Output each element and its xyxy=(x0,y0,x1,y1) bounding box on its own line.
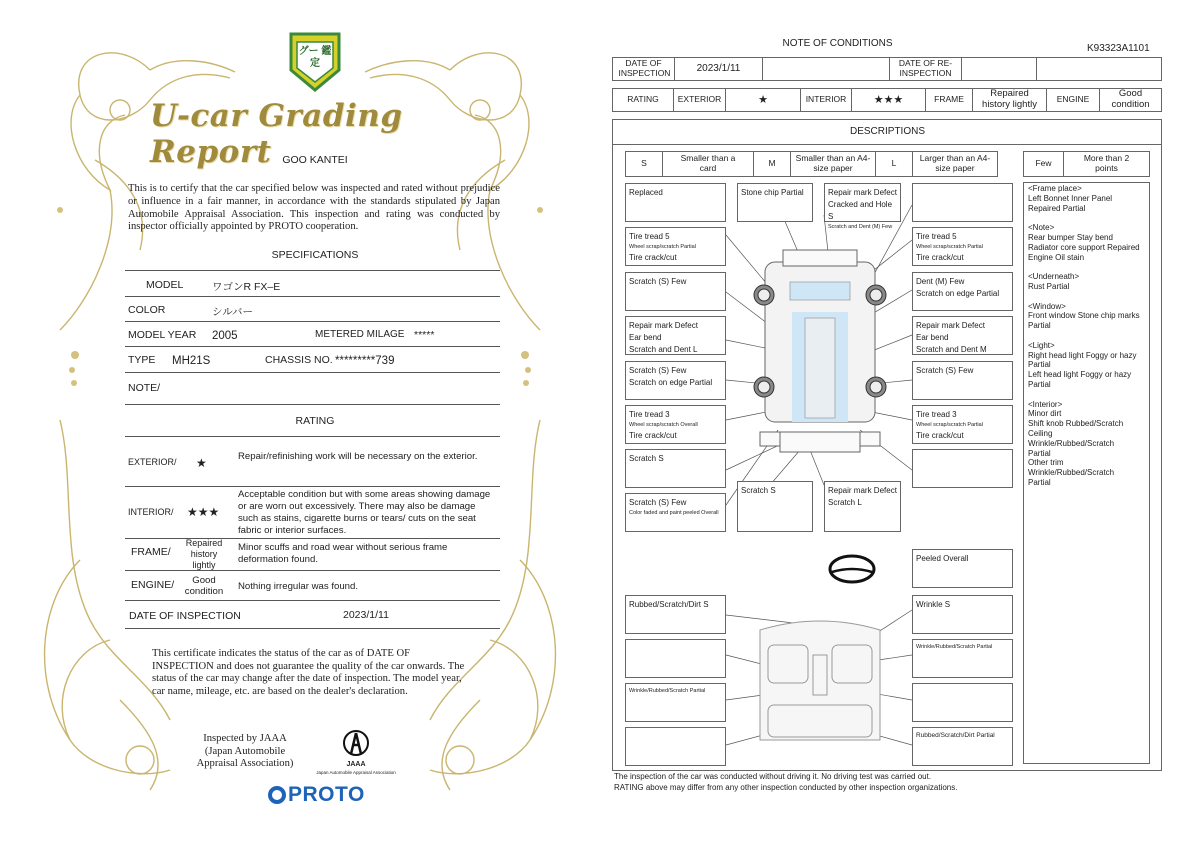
legend-s: S xyxy=(625,151,663,177)
note-line: Left head light Foggy or hazy xyxy=(1028,370,1132,380)
sheet-title: NOTE OF CONDITIONS xyxy=(782,38,893,49)
callout-front-left: Replaced xyxy=(625,183,726,222)
note-line: Rear bumper Stay bend xyxy=(1028,232,1113,242)
rating-heading: RATING xyxy=(295,415,335,427)
date-of-inspection-value-cell: 2023/1/11 xyxy=(674,57,763,81)
callout-right-quarter xyxy=(912,449,1013,488)
engine-label-cell: ENGINE xyxy=(1046,88,1100,112)
note-line xyxy=(1028,213,1148,223)
certificate-intro: This is to certify that the car specified below was inspected and rated without prejudice or influence in a fair manner, in accordance with the standards stipulated by Japan Automobile Appraisal Association. This inspection and rating was conducted by inspector officially appointed by PROTO cooperation. xyxy=(128,183,500,233)
callout-front-bumper: Repair mark Defect Cracked and Hole S Scratch and Dent (M) Few xyxy=(824,183,901,222)
engine-description: Nothing irregular was found. xyxy=(238,581,358,592)
callout-hood: Stone chip Partial xyxy=(737,183,813,222)
exterior-label: EXTERIOR/ xyxy=(128,457,177,467)
color-value: シルバー xyxy=(212,306,254,318)
footer-note-1: The inspection of the car was conducted without driving it. No driving test was carried out. xyxy=(614,772,932,781)
callout-dashboard-left: Rubbed/Scratch/Dirt S xyxy=(625,595,726,634)
note-of-conditions-sheet xyxy=(600,0,1200,848)
callout-front-seat-right: Wrinkle/Rubbed/Scratch Partial xyxy=(912,639,1013,678)
callout-left-rear-door: Scratch (S) Few Scratch on edge Partial xyxy=(625,361,726,400)
model-label: MODEL xyxy=(146,279,184,291)
note-line: <Window> xyxy=(1028,301,1066,311)
notes-list xyxy=(1028,184,1148,488)
note-line: Partial xyxy=(1028,360,1051,370)
type-label: TYPE xyxy=(128,354,156,366)
frame-label-cell: FRAME xyxy=(925,88,973,112)
frame-value: Repaired history lightly xyxy=(185,538,223,570)
callout-front-left-tire: Tire tread 5 Wheel scrap/scratch Partial Tire crack/cut xyxy=(625,227,726,266)
jaaa-caption: Japan Automobile Appraisal Association xyxy=(316,770,396,775)
callout-dashboard-right: Wrinkle S xyxy=(912,595,1013,634)
legend-few-description: More than 2 points xyxy=(1063,151,1150,177)
exterior-rating-cell: ★ xyxy=(725,88,801,112)
date-of-inspection-label: DATE OF INSPECTION xyxy=(129,610,241,622)
reference-number: K93323A1101 xyxy=(1087,43,1150,54)
chassis-value: *********739 xyxy=(335,355,395,367)
frame-description: Minor scuffs and road wear without serious frame deformation found. xyxy=(238,542,448,565)
callout-steering-wheel: Peeled Overall xyxy=(912,549,1013,588)
date-of-inspection-label-cell: DATE OF INSPECTION xyxy=(612,57,675,81)
note-line: Left Bonnet Inner Panel xyxy=(1028,193,1113,203)
note-label: NOTE/ xyxy=(128,382,161,394)
callout-left-quarter: Scratch S xyxy=(625,449,726,488)
frame-rating-cell: Repaired history lightly xyxy=(972,88,1047,112)
interior-stars: ★★★ xyxy=(187,505,220,519)
callout-rear-bumper: Repair mark Defect Scratch L xyxy=(824,481,901,532)
legend-few: Few xyxy=(1023,151,1064,177)
note-line: Partial xyxy=(1028,477,1051,487)
note-line: <Note> xyxy=(1028,223,1055,233)
color-label: COLOR xyxy=(128,304,166,316)
note-line xyxy=(1028,331,1148,341)
callout-left-fender: Scratch (S) Few xyxy=(625,272,726,311)
proto-logo xyxy=(268,783,368,811)
rating-label-cell: RATING xyxy=(612,88,674,112)
note-line: Right head light Foggy or hazy xyxy=(1028,350,1137,360)
model-value: ワゴンR FX–E xyxy=(212,281,281,293)
callout-rear-left-tire: Tire tread 3 Wheel scrap/scratch Overall Tire crack/cut xyxy=(625,405,726,444)
chassis-label: CHASSIS NO. xyxy=(265,354,333,366)
date-of-inspection-value: 2023/1/11 xyxy=(343,609,389,621)
callout-right-fender: Dent (M) Few Scratch on edge Partial xyxy=(912,272,1013,311)
exterior-stars: ★ xyxy=(196,456,207,470)
note-line: <Light> xyxy=(1028,340,1055,350)
proto-logo-text: PROTO xyxy=(288,783,365,806)
note-line: Engine Oil stain xyxy=(1028,252,1085,262)
legend-l-description: Larger than an A4-size paper xyxy=(912,151,998,177)
callout-right-front-door: Repair mark Defect Ear bend Scratch and Dent M xyxy=(912,316,1013,355)
date-of-reinspection-label-cell: DATE OF RE-INSPECTION xyxy=(889,57,962,81)
jaaa-logo xyxy=(318,728,394,780)
model-year-label: MODEL YEAR xyxy=(128,329,197,341)
metered-mileage-label: METERED MILAGE xyxy=(315,329,405,340)
inspected-by: Inspected by JAAA (Japan Automobile Appraisal Association) xyxy=(196,733,294,770)
jaaa-logo-text: JAAA xyxy=(346,761,366,768)
specifications-heading: SPECIFICATIONS xyxy=(271,249,359,261)
type-value: MH21S xyxy=(172,355,211,367)
footer-note-2: RATING above may differ from any other inspection conducted by other inspection organizations. xyxy=(614,783,958,792)
note-line: <Frame place> xyxy=(1028,184,1082,193)
note-line: Front window Stone chip marks xyxy=(1028,311,1140,321)
note-line: Repaired Partial xyxy=(1028,203,1086,213)
callout-right-rear-door: Scratch (S) Few xyxy=(912,361,1013,400)
legend-m-description: Smaller than an A4-size paper xyxy=(790,151,876,177)
interior-description: Acceptable condition but with some areas showing damage or are worn out excessively. There may also be damage such as stains, cigarette burns or tears/ cuts on the seat fabric or interior surfaces. xyxy=(238,489,491,536)
certificate-disclaimer: This certificate indicates the status of the car as of DATE OF INSPECTION and does not guarantee the quality of the car onwards. The status of the car may change after the date of inspection. The model year, car name, mileage, etc. are based on the dealer's declaration. xyxy=(152,648,465,697)
engine-label: ENGINE/ xyxy=(131,579,175,591)
legend-l: L xyxy=(875,151,913,177)
callout-rear-left: Scratch (S) Few Color faded and paint peeled Overall xyxy=(625,493,726,532)
proto-logo-mark xyxy=(268,786,286,804)
model-year-value: 2005 xyxy=(212,330,238,342)
callout-rear-right-tire: Tire tread 3 Wheel scrap/scratch Partial Tire crack/cut xyxy=(912,405,1013,444)
exterior-label-cell: EXTERIOR xyxy=(673,88,726,112)
note-line: Partial xyxy=(1028,379,1051,389)
note-line: Wrinkle/Rubbed/Scratch xyxy=(1028,438,1115,448)
callout-front-right-tire: Tire tread 5 Wheel scrap/scratch Partial Tire crack/cut xyxy=(912,227,1013,266)
reinspection-blank-cell-2 xyxy=(1036,57,1162,81)
note-line: Minor dirt xyxy=(1028,409,1062,419)
callout-trunk: Scratch S xyxy=(737,481,813,532)
engine-value: Good condition xyxy=(184,575,224,597)
callout-rear-seat-left: Wrinkle/Rubbed/Scratch Partial xyxy=(625,683,726,722)
legend-m: M xyxy=(753,151,791,177)
note-line: Ceiling xyxy=(1028,428,1053,438)
metered-mileage-value: ***** xyxy=(414,329,435,341)
exterior-description: Repair/refinishing work will be necessary on the exterior. xyxy=(238,451,478,462)
note-line xyxy=(1028,292,1148,302)
note-line: Wrinkle/Rubbed/Scratch xyxy=(1028,468,1115,478)
note-line: <Interior> xyxy=(1028,399,1063,409)
note-line xyxy=(1028,262,1148,272)
callout-rear-seat-right xyxy=(912,683,1013,722)
goo-kantei-badge xyxy=(287,30,343,92)
descriptions-heading: DESCRIPTIONS xyxy=(849,126,925,137)
callout-front-right xyxy=(912,183,1013,222)
note-line: Radiator core support Repaired xyxy=(1028,242,1140,252)
interior-rating-cell: ★★★ xyxy=(851,88,926,112)
callout-front-seat-left xyxy=(625,639,726,678)
interior-label-cell: INTERIOR xyxy=(800,88,852,112)
note-line xyxy=(1028,390,1148,400)
callout-cargo-right: Rubbed/Scratch/Dirt Partial xyxy=(912,727,1013,766)
legend-s-description: Smaller than a card xyxy=(662,151,754,177)
note-line: Other trim xyxy=(1028,458,1064,468)
note-line: <Underneath> xyxy=(1028,272,1080,282)
note-line: Partial xyxy=(1028,448,1051,458)
note-line: Partial xyxy=(1028,321,1051,331)
certificate-subtitle: GOO KANTEI xyxy=(282,154,348,166)
engine-rating-cell: Good condition xyxy=(1099,88,1162,112)
badge-text: グー 鑑定 xyxy=(298,46,332,69)
interior-label: INTERIOR/ xyxy=(128,507,174,517)
note-line: Shift knob Rubbed/Scratch xyxy=(1028,419,1124,429)
frame-label: FRAME/ xyxy=(131,546,171,558)
callout-left-front-door: Repair mark Defect Ear bend Scratch and Dent L xyxy=(625,316,726,355)
certificate-title: U-car Grading Report xyxy=(150,98,403,170)
callout-cargo-left xyxy=(625,727,726,766)
note-line: Rust Partial xyxy=(1028,281,1070,291)
